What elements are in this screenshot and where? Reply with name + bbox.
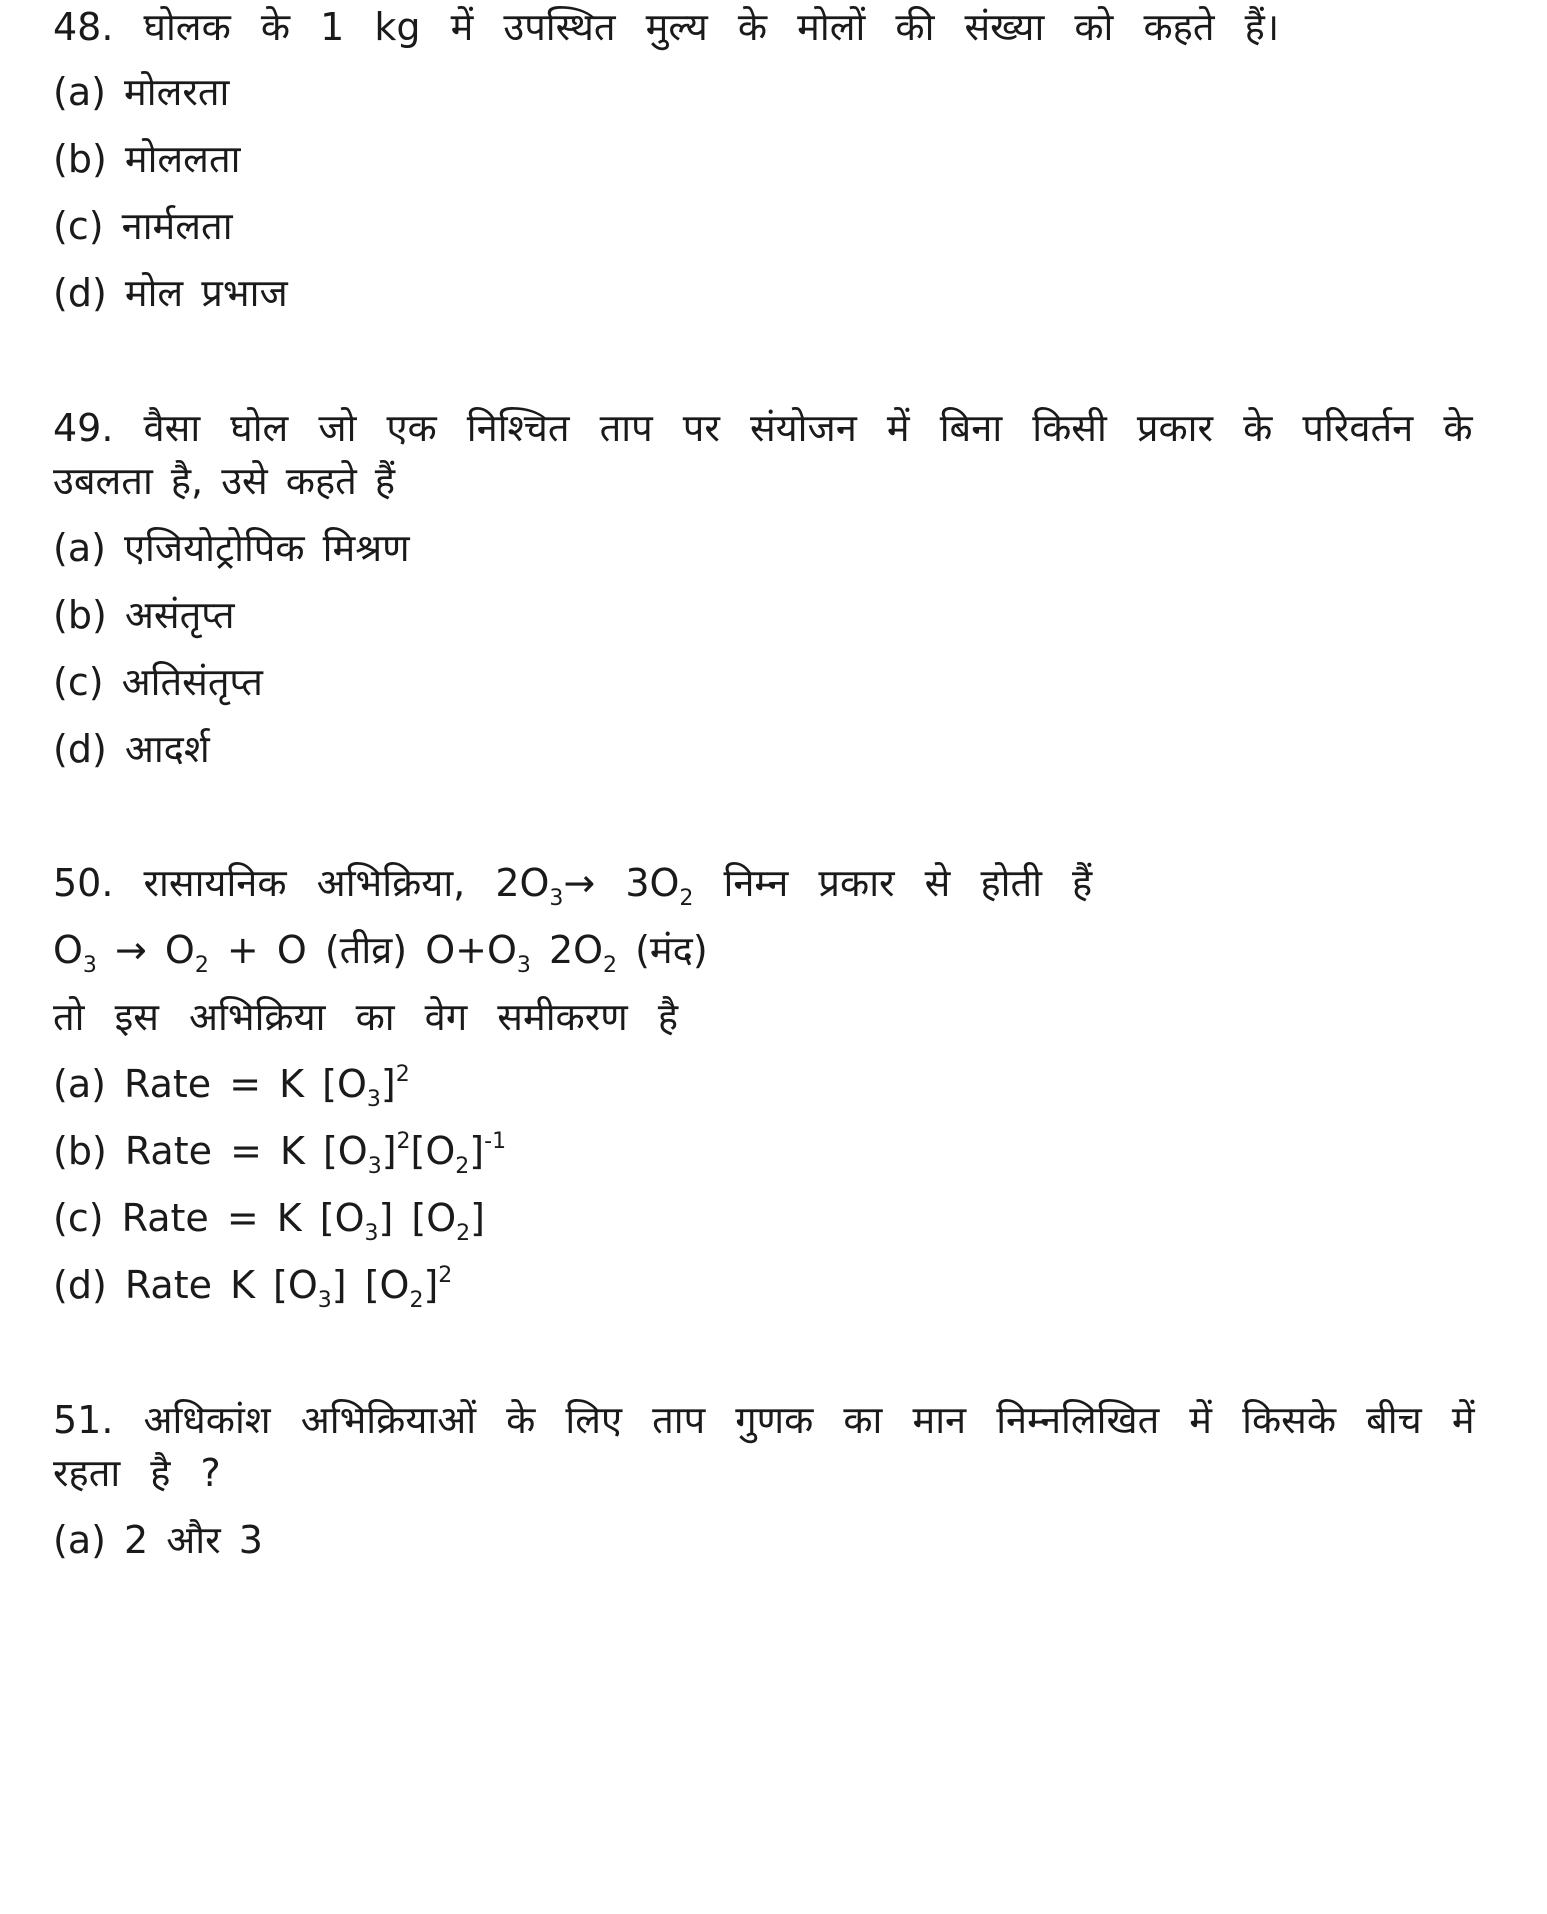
option-sub: 3	[364, 1221, 379, 1246]
q50-option-d	[53, 1260, 453, 1313]
q50-sub: 3	[549, 886, 564, 911]
option-sup: -1	[484, 1129, 507, 1154]
q48-option-d: (d) मोल प्रभाज	[53, 271, 288, 315]
option-sub: 2	[409, 1288, 424, 1313]
q49-option-a: (a) एजियोट्रोपिक मिश्रण	[53, 526, 410, 570]
q49-option-d: (d) आदर्श	[53, 727, 210, 771]
q50-question-line: तो इस अभिक्रिया का वेग समीकरण है	[53, 995, 678, 1039]
mech-sub: 3	[82, 953, 97, 978]
q50-option-c	[53, 1193, 485, 1246]
option-text: (d) Rate K [O	[53, 1263, 318, 1307]
q51-stem-line1: 51. अधिकांश अभिक्रियाओं के लिए ताप गुणक का मान निम्नलिखित में किसके बीच में	[53, 1398, 1475, 1442]
q50-stem-prefix: 50. रासायनिक अभिक्रिया, 2O	[53, 861, 550, 905]
q50-option-a	[53, 1059, 410, 1112]
q50-stem	[53, 858, 1093, 911]
option-bracket: ]	[423, 1263, 439, 1307]
mech-sub: 2	[603, 953, 618, 978]
q50-option-b	[53, 1126, 507, 1179]
option-bracket: ]	[380, 1062, 396, 1106]
option-sup: 2	[395, 1062, 410, 1087]
q49-stem-line1: 49. वैसा घोल जो एक निश्चित ताप पर संयोजन में बिना किसी प्रकार के परिवर्तन के	[53, 406, 1473, 450]
option-text: ] [O	[331, 1263, 410, 1307]
q51-option-a: (a) 2 और 3	[53, 1518, 263, 1562]
option-text: (a) Rate = K [O	[53, 1062, 367, 1106]
option-sub: 3	[317, 1288, 332, 1313]
q48-option-b: (b) मोललता	[53, 137, 241, 181]
mech-slow-label: (मंद)	[617, 928, 708, 972]
option-text: (b) Rate = K [O	[53, 1129, 368, 1173]
q51-stem-line2: रहता है ?	[53, 1451, 221, 1495]
q50-sub: 2	[679, 886, 694, 911]
q48-option-c: (c) नार्मलता	[53, 204, 233, 248]
q49-stem-line2: उबलता है, उसे कहते हैं	[53, 459, 396, 503]
option-sub: 3	[366, 1087, 381, 1112]
option-sup: 2	[396, 1129, 411, 1154]
mech-2o2: 2O	[530, 928, 604, 972]
mech-sub: 2	[194, 953, 209, 978]
q50-stem-suffix: निम्न प्रकार से होती हैं	[693, 861, 1093, 905]
option-sub: 2	[455, 1154, 470, 1179]
option-sub: 2	[456, 1221, 471, 1246]
q49-option-b: (b) असंतृप्त	[53, 593, 235, 637]
option-bracket: ]	[470, 1196, 485, 1240]
option-sub: 3	[367, 1154, 382, 1179]
option-bracket: ]	[381, 1129, 397, 1173]
option-text: [O	[410, 1129, 456, 1173]
option-sup: 2	[438, 1263, 453, 1288]
q50-mechanism-line	[53, 925, 708, 978]
q49-option-c: (c) अतिसंतृप्त	[53, 660, 263, 704]
option-bracket: ]	[469, 1129, 485, 1173]
q48-stem: 48. घोलक के 1 kg में उपस्थित मुल्य के मोलों की संख्या को कहते हैं।	[53, 5, 1280, 49]
mech-fast-step: + O (तीव्र) O+O	[208, 928, 517, 972]
q48-option-a: (a) मोलरता	[53, 70, 230, 114]
mech-o3: O	[53, 928, 83, 972]
mech-arrow-o2: → O	[96, 928, 195, 972]
option-text: (c) Rate = K [O	[53, 1196, 365, 1240]
mech-sub: 3	[516, 953, 531, 978]
option-text: ] [O	[378, 1196, 457, 1240]
q50-stem-mid: → 3O	[563, 861, 680, 905]
